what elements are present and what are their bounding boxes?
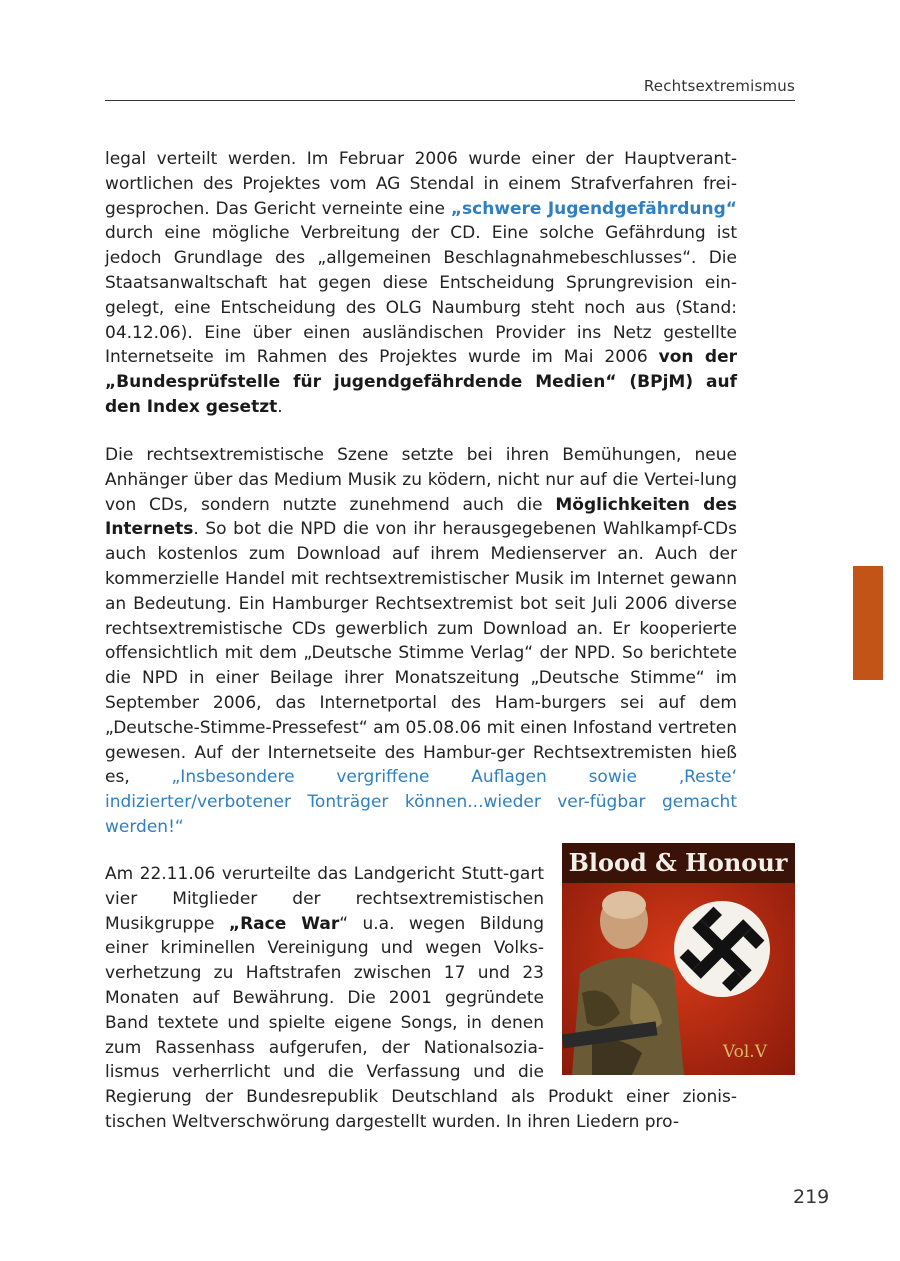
- p2-bold-internet: Möglichkeiten des Internets: [105, 494, 737, 540]
- p3-bold-race-war: „Race War: [228, 913, 340, 934]
- cover-volume-label: Vol.V: [722, 1042, 767, 1062]
- paragraph-2: [105, 443, 737, 840]
- running-header: [105, 74, 795, 101]
- p2-text-1: Die rechtsextremistische Szene setzte bei ihren Bemühungen, neue Anhänger über das Medium Musik zu ködern, nicht nur auf die Vertei-lung von CDs, sondern nutzte zunehmend auch die: [105, 445, 737, 515]
- p2-quote: „Insbesondere vergriffene Auflagen sowie ‚Reste‘ indizierter/verbotener Tonträger können...wieder ver-fügbar gemacht werden!“: [105, 767, 737, 837]
- paragraph-3: [105, 848, 788, 1135]
- highlight-schwere-jugendgefaehrdung: „schwere Jugendgefährdung“: [450, 198, 737, 219]
- running-title: Rechtsextremismus: [643, 77, 795, 95]
- chapter-marker-tab: [853, 566, 883, 680]
- cd-cover-image: [562, 843, 795, 1075]
- p1-text-2: durch eine mögliche Verbreitung der CD. Eine solche Gefährdung ist jedoch Grundlage des „allgemeinen Beschlagnahmebeschlusses“. Die Staatsanwaltschaft hat gegen diese Entscheidung Sprungrevision ein-gelegt, eine Entscheidung des OLG Naumburg steht noch aus (Stand: 04.12.06). Eine über einen ausländischen Provider ins Netz gestellte Internetseite im Rahmen des Projektes wurde im Mai 2006: [105, 223, 737, 368]
- p1-text-1: legal verteilt werden. Im Februar 2006 wurde einer der Hauptverant-wortlichen des Projektes vom AG Stendal in einem Strafverfahren frei-gesprochen. Das Gericht verneinte eine: [105, 149, 737, 219]
- p3-text-2: “ u.a. wegen Bildung einer kriminellen Vereinigung und wegen Volks-verhetzung zu Haftstrafen zwischen 17 und 23 Monaten auf Bewährung. Die 2001 gegründete Band textete und spielte eigene Songs, in denen zum Rassenhass aufgerufen, der Nationalsozia-lismus verherrlicht und die Verfassung und die Regierung der Bundesrepublik Deutschland als Produkt einer zionis-tischen Weltverschwörung dargestellt wurden. In ihren Liedern pro-: [105, 913, 737, 1132]
- p1-text-3: .: [277, 396, 283, 417]
- p3-text-1: Am 22.11.06 verurteilte das Landgericht Stutt-gart vier Mitglieder der rechtsextremistischen Musikgruppe: [105, 864, 544, 934]
- page-number: 219: [793, 1186, 830, 1208]
- cover-title: Blood & Honour: [568, 848, 788, 877]
- p1-bold-bpjm: von der „Bundesprüfstelle für jugendgefährdende Medien“ (BPjM) auf den Index gesetzt: [105, 347, 737, 417]
- paragraph-1: [105, 147, 737, 420]
- p2-text-2: . So bot die NPD die von ihr herausgegebenen Wahlkampf-CDs auch kostenlos zum Download auf ihrem Medienserver an. Auch der kommerzielle Handel mit rechtsextremistischer Musik im Internet gewann an Bedeutung. Ein Hamburger Rechtsextremist bot seit Juli 2006 diverse rechtsextremistische CDs gewerblich zum Download an. Er kooperierte offensichtlich mit dem „Deutsche Stimme Verlag“ der NPD. So berichtete die NPD in einer Beilage ihrer Monatszeitung „Deutsche Stimme“ im September 2006, das Internetportal des Ham-burgers sei auf dem „Deutsche-Stimme-Pressefest“ am 05.08.06 mit einen Infostand vertreten gewesen. Auf der Internetseite des Hambur-ger Rechtsextremisten hieß es,: [105, 519, 737, 788]
